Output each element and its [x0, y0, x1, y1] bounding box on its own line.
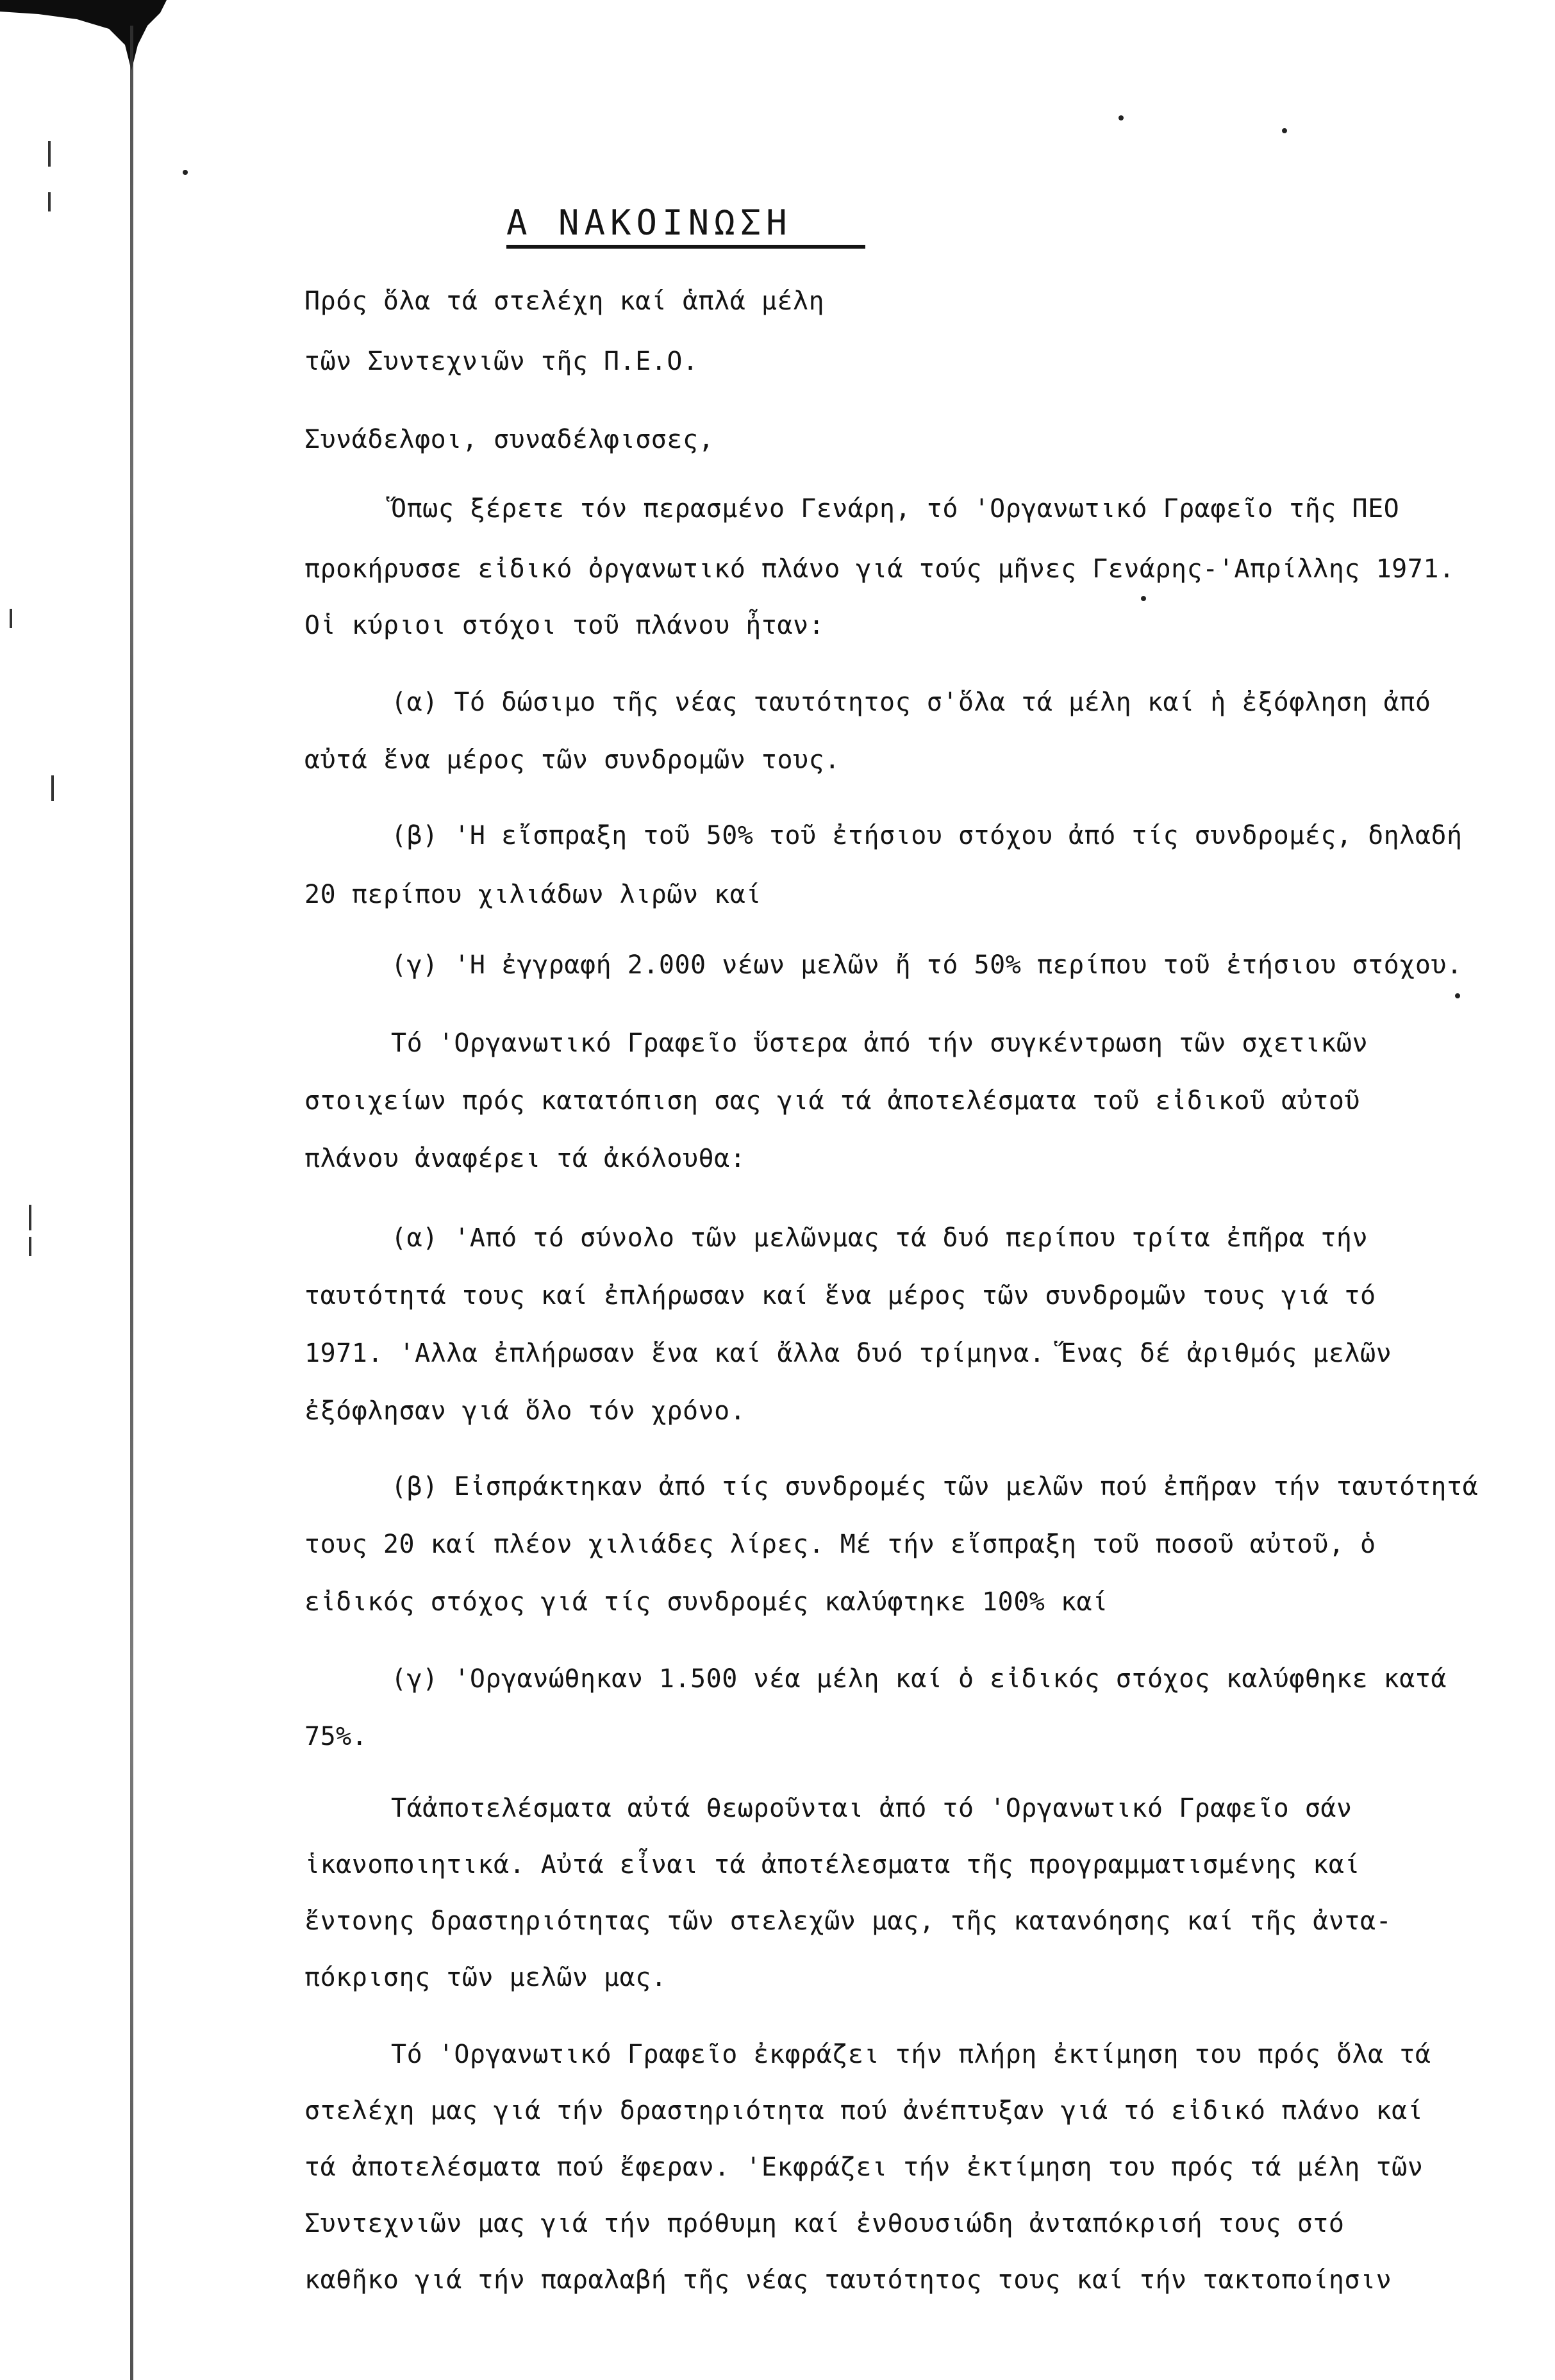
- paragraph-line: Ὅπως ξέρετε τόν περασμένο Γενάρη, τό 'Οργανωτικό Γραφεῖο τῆς ΠΕΟ: [391, 494, 1400, 524]
- list-item-line: 75%.: [304, 1722, 368, 1751]
- list-item-line: (β) 'Η εἴσπραξη τοῦ 50% τοῦ ἐτήσιου στόχου ἀπό τίς συνδρομές, δηλαδή: [391, 821, 1463, 850]
- announcement-title: Α ΝΑΚΟΙΝΩΣΗ: [506, 204, 865, 249]
- scan-corner-blot: [0, 0, 167, 70]
- scan-speck: [183, 170, 188, 175]
- scan-speck: [1118, 115, 1124, 120]
- list-item-line: εἰδικός στόχος γιά τίς συνδρομές καλύφτηκε 100% καί: [304, 1587, 1108, 1617]
- paragraph-line: προκήρυσσε εἰδικό ὀργανωτικό πλάνο γιά τούς μῆνες Γενάρης-'Απρίλλης 1971.: [304, 554, 1455, 584]
- paragraph-line: Συντεχνιῶν μας γιά τήν πρόθυμη καί ἐνθουσιώδη ἀνταπόκρισή τους στό: [304, 2209, 1345, 2238]
- margin-mark: [29, 1237, 31, 1256]
- paragraph-line: ἱκανοποιητικά. Αὐτά εἶναι τά ἀποτέλεσματα τῆς προγραμματισμένης καί: [304, 1850, 1360, 1880]
- scan-speck: [1282, 128, 1287, 133]
- paragraph-line: ἔντονης δραστηριότητας τῶν στελεχῶν μας, τῆς κατανόησης καί τῆς ἀντα-: [304, 1906, 1392, 1936]
- list-item-line: (γ) 'Οργανώθηκαν 1.500 νέα μέλη καί ὁ εἰδικός στόχος καλύφθηκε κατά: [391, 1664, 1447, 1694]
- salutation: Συνάδελφοι, συναδέλφισσες,: [304, 425, 715, 454]
- list-item-line: 1971. 'Αλλα ἐπλήρωσαν ἕνα καί ἄλλα δυό τρίμηνα. Ἕνας δέ ἀριθμός μελῶν: [304, 1339, 1392, 1368]
- paragraph-line: Τάἀποτελέσματα αὐτά θεωροῦνται ἀπό τό 'Οργανωτικό Γραφεῖο σάν: [391, 1794, 1352, 1823]
- margin-mark: [48, 192, 51, 211]
- list-item-line: τους 20 καί πλέον χιλιάδες λίρες. Μέ τήν εἴσπραξη τοῦ ποσοῦ αὐτοῦ, ὁ: [304, 1530, 1376, 1559]
- margin-mark: [51, 775, 54, 801]
- list-item-line: (α) 'Από τό σύνολο τῶν μελῶνμας τά δυό περίπου τρίτα ἐπῆρα τήν: [391, 1223, 1368, 1253]
- paragraph-line: Οἱ κύριοι στόχοι τοῦ πλάνου ἦταν:: [304, 611, 825, 640]
- paragraph-line: πόκρισης τῶν μελῶν μας.: [304, 1963, 667, 1992]
- list-item-line: ἐξόφλησαν γιά ὅλο τόν χρόνο.: [304, 1396, 746, 1426]
- margin-mark: [10, 609, 12, 628]
- address-line: τῶν Συντεχνιῶν τῆς Π.Ε.Ο.: [304, 347, 699, 376]
- list-item-line: 20 περίπου χιλιάδων λιρῶν καί: [304, 880, 761, 909]
- paragraph-line: Τό 'Οργανωτικό Γραφεῖο ἐκφράζει τήν πλήρη ἐκτίμηση του πρός ὅλα τά: [391, 2040, 1431, 2069]
- scan-speck: [1455, 993, 1460, 998]
- list-item-line: (α) Τό δώσιμο τῆς νέας ταυτότητος σ'ὅλα τά μέλη καί ἡ ἐξόφληση ἀπό: [391, 688, 1431, 717]
- address-line: Πρός ὅλα τά στελέχη καί ἁπλά μέλη: [304, 286, 825, 316]
- paragraph-line: τά ἀποτελέσματα πού ἔφεραν. 'Εκφράζει τήν ἐκτίμηση του πρός τά μέλη τῶν: [304, 2153, 1424, 2182]
- paragraph-line: καθῆκο γιά τήν παραλαβή τῆς νέας ταυτότητος τους καί τήν τακτοποίησιν: [304, 2265, 1392, 2295]
- margin-mark: [29, 1205, 31, 1230]
- paragraph-line: στοιχείων πρός κατατόπιση σας γιά τά ἀποτελέσματα τοῦ εἰδικοῦ αὐτοῦ: [304, 1086, 1360, 1116]
- margin-mark: [48, 141, 51, 167]
- list-item-line: ταυτότητά τους καί ἐπλήρωσαν καί ἕνα μέρος τῶν συνδρομῶν τους γιά τό: [304, 1281, 1376, 1310]
- binding-edge-line: [130, 26, 133, 2380]
- list-item-line: (γ) 'Η ἐγγραφή 2.000 νέων μελῶν ἤ τό 50% περίπου τοῦ ἐτήσιου στόχου.: [391, 950, 1463, 980]
- paragraph-line: πλάνου ἀναφέρει τά ἀκόλουθα:: [304, 1144, 746, 1173]
- list-item-line: αὐτά ἕνα μέρος τῶν συνδρομῶν τους.: [304, 745, 840, 775]
- paragraph-line: στελέχη μας γιά τήν δραστηριότητα πού ἀνέπτυξαν γιά τό εἰδικό πλάνο καί: [304, 2096, 1424, 2126]
- paragraph-line: Τό 'Οργανωτικό Γραφεῖο ὕστερα ἀπό τήν συγκέντρωση τῶν σχετικῶν: [391, 1029, 1368, 1058]
- scan-speck: [1141, 596, 1146, 601]
- list-item-line: (β) Εἰσπράκτηκαν ἀπό τίς συνδρομές τῶν μελῶν πού ἐπῆραν τήν ταυτότητά: [391, 1472, 1479, 1501]
